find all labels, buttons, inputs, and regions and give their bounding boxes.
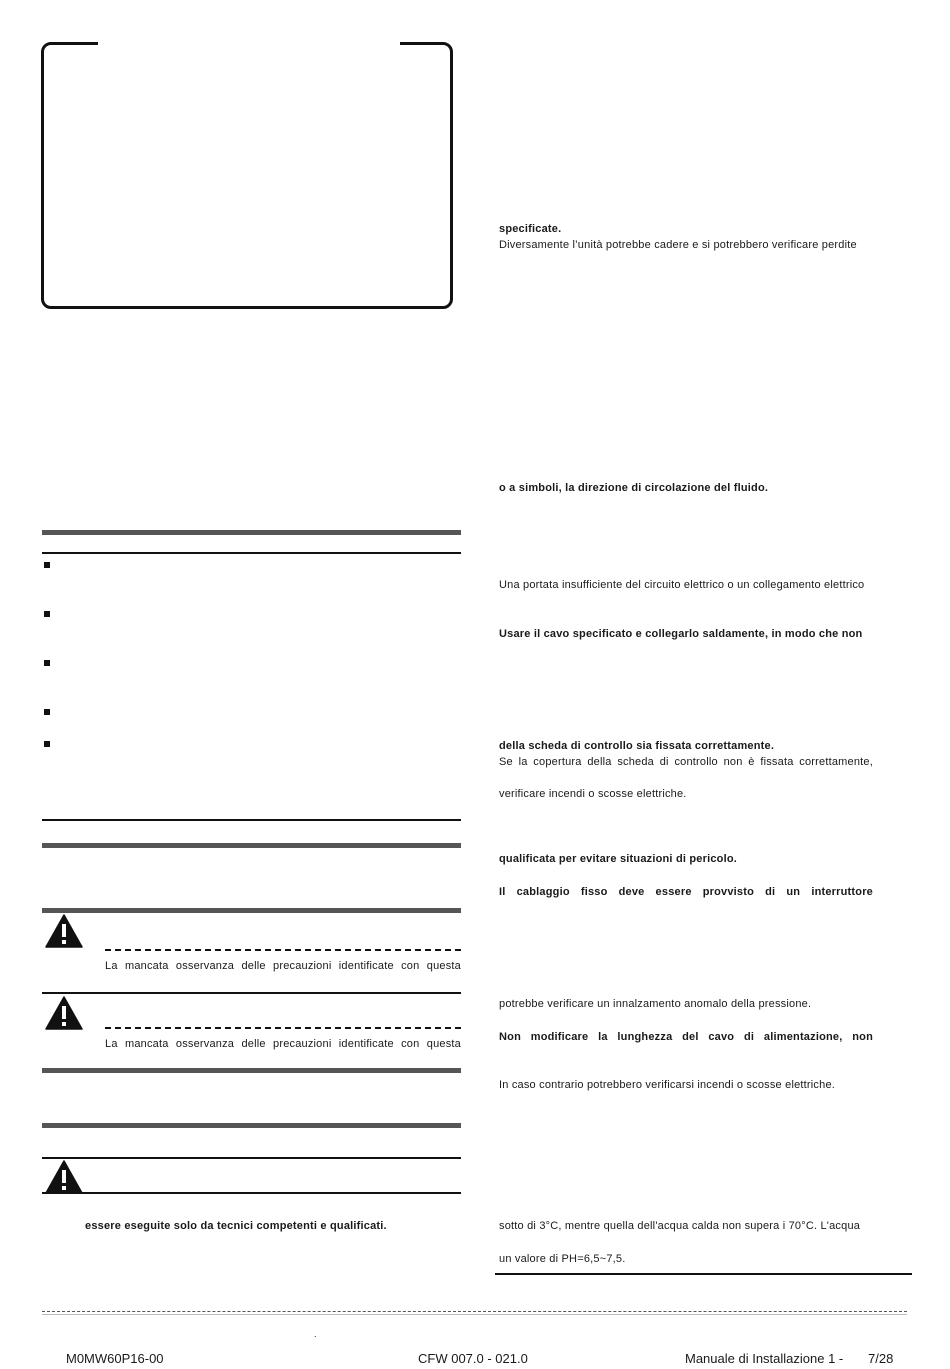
warning-triangle-icon bbox=[45, 996, 83, 1030]
footer-thin-rule bbox=[42, 1314, 907, 1315]
right-text-line: Usare il cavo specificato e collegarlo saldamente, in modo che non bbox=[499, 628, 863, 640]
qualified-technicians-note: essere eseguite solo da tecnici competenti e qualificati. bbox=[85, 1220, 387, 1232]
footer-manual-title: Manuale di Installazione 1 - bbox=[685, 1351, 844, 1366]
footer-model-range: CFW 007.0 - 021.0 bbox=[418, 1351, 528, 1366]
dashed-separator bbox=[105, 949, 461, 951]
footer-doc-code: M0MW60P16-00 bbox=[66, 1351, 164, 1366]
warning-rule-thick bbox=[42, 1068, 461, 1073]
right-text-line: della scheda di controllo sia fissata correttamente. bbox=[499, 740, 775, 752]
right-text-line: verificare incendi o scosse elettriche. bbox=[499, 788, 687, 800]
warning-rule-thick bbox=[42, 908, 461, 913]
bullet-marker bbox=[44, 741, 50, 747]
footer-page-number: 7/28 bbox=[868, 1351, 894, 1366]
warning-rule-thin bbox=[42, 1192, 461, 1194]
right-text-line: o a simboli, la direzione di circolazione del fluido. bbox=[499, 482, 769, 494]
right-text-line: Se la copertura della scheda di controllo non è fissata correttamente, bbox=[499, 756, 873, 768]
right-text-line: Non modificare la lunghezza del cavo di alimentazione, non bbox=[499, 1031, 873, 1043]
right-text-line: un valore di PH=6,5~7,5. bbox=[499, 1253, 626, 1265]
bullet-marker bbox=[44, 709, 50, 715]
warning-text: La mancata osservanza delle precauzioni identificate con questa bbox=[105, 960, 461, 972]
section-rule-thin bbox=[42, 552, 461, 554]
bullet-marker bbox=[44, 562, 50, 568]
right-text-line: specificate. bbox=[499, 223, 562, 235]
right-text-line: sotto di 3°C, mentre quella dell'acqua calda non supera i 70°C. L'acqua bbox=[499, 1220, 861, 1232]
section-rule-thick bbox=[42, 530, 461, 535]
warning-text: La mancata osservanza delle precauzioni identificate con questa bbox=[105, 1038, 461, 1050]
warning-triangle-icon bbox=[45, 914, 83, 948]
dashed-separator bbox=[105, 1027, 461, 1029]
section-rule-thin bbox=[42, 819, 461, 821]
warning-triangle-icon bbox=[45, 1160, 83, 1194]
right-text-line: Il cablaggio fisso deve essere provvisto di un interruttore bbox=[499, 886, 873, 898]
warning-rule-thin bbox=[42, 1157, 461, 1159]
right-text-line: Diversamente l’unità potrebbe cadere e si potrebbero verificare perdite bbox=[499, 239, 857, 251]
warning-rule-thin bbox=[42, 992, 461, 994]
section-rule-thick bbox=[42, 843, 461, 848]
bullet-marker bbox=[44, 660, 50, 666]
right-text-line: potrebbe verificare un innalzamento anomalo della pressione. bbox=[499, 998, 812, 1010]
right-text-line: In caso contrario potrebbero verificarsi incendi o scosse elettriche. bbox=[499, 1079, 836, 1091]
right-text-line: qualificata per evitare situazioni di pericolo. bbox=[499, 853, 738, 865]
bullet-marker bbox=[44, 611, 50, 617]
frame-gap bbox=[98, 38, 400, 48]
warning-rule-thick bbox=[42, 1123, 461, 1128]
right-column-end-rule bbox=[495, 1273, 912, 1275]
footer-dashed-rule bbox=[42, 1311, 907, 1312]
right-text-line: Una portata insufficiente del circuito elettrico o un collegamento elettrico bbox=[499, 579, 865, 591]
framed-box bbox=[41, 42, 453, 309]
footer-dot: . bbox=[314, 1329, 317, 1339]
